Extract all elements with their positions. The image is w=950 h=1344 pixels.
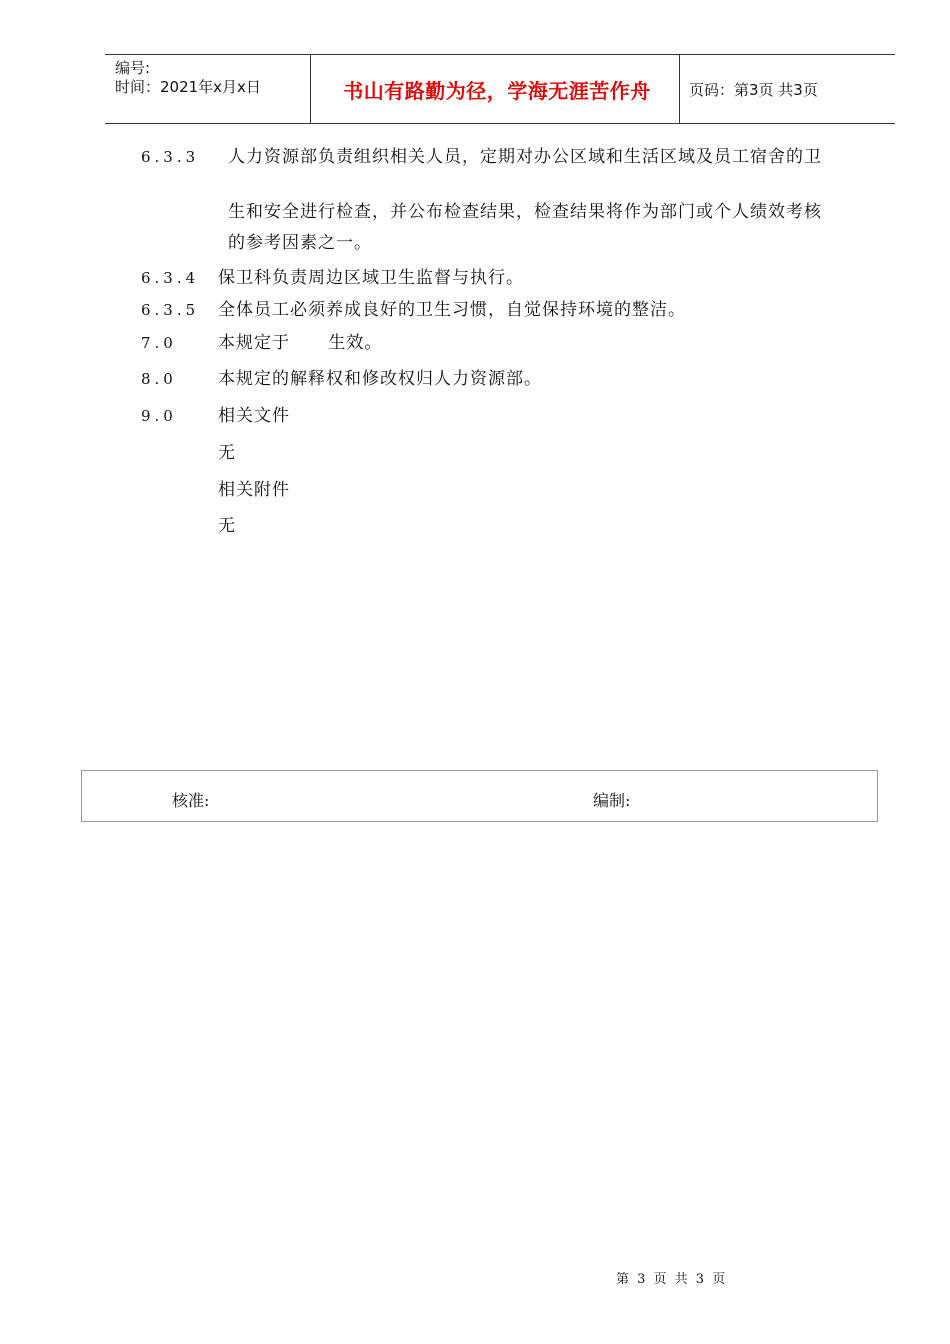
- page-footer: 第 3 页 共 3 页: [616, 1272, 728, 1287]
- section-text: 全体员工必须养成良好的卫生习惯，自觉保持环境的整洁。: [218, 300, 686, 320]
- section-text: 无: [218, 516, 236, 536]
- date-label: 时间：2021年x月x日: [115, 78, 261, 96]
- prepare-label: 编制:: [593, 791, 631, 810]
- section-number: 7.0: [141, 334, 177, 352]
- section-text: 人力资源部负责组织相关人员，定期对办公区域和生活区域及员工宿舍的卫: [228, 147, 822, 167]
- section-text: 相关文件: [218, 406, 290, 426]
- doc-number-label: 编号:: [115, 59, 151, 77]
- signoff-box: [81, 770, 878, 822]
- section-text: 无: [218, 443, 236, 463]
- document-header: [105, 54, 895, 124]
- section-number: 6.3.4: [141, 269, 200, 287]
- section-number: 8.0: [141, 370, 177, 388]
- section-number: 6.3.3: [141, 148, 200, 166]
- section-number: 6.3.5: [141, 301, 200, 319]
- section-text: 相关附件: [218, 480, 290, 500]
- header-page-info: 页码：第3页 共3页: [689, 81, 818, 99]
- section-text: 生和安全进行检查，并公布检查结果，检查结果将作为部门或个人绩效考核: [228, 202, 822, 222]
- section-text: 保卫科负责周边区域卫生监督与执行。: [218, 268, 524, 288]
- header-motto: 书山有路勤为径，学海无涯苦作舟: [343, 78, 651, 103]
- header-meta: [115, 59, 261, 97]
- section-text: 的参考因素之一。: [228, 233, 372, 253]
- section-text: 本规定的解释权和修改权归人力资源部。: [218, 369, 542, 389]
- header-divider: [679, 55, 680, 123]
- section-text: 本规定于 生效。: [218, 333, 383, 353]
- section-number: 9.0: [141, 407, 177, 425]
- approve-label: 核准:: [172, 791, 210, 810]
